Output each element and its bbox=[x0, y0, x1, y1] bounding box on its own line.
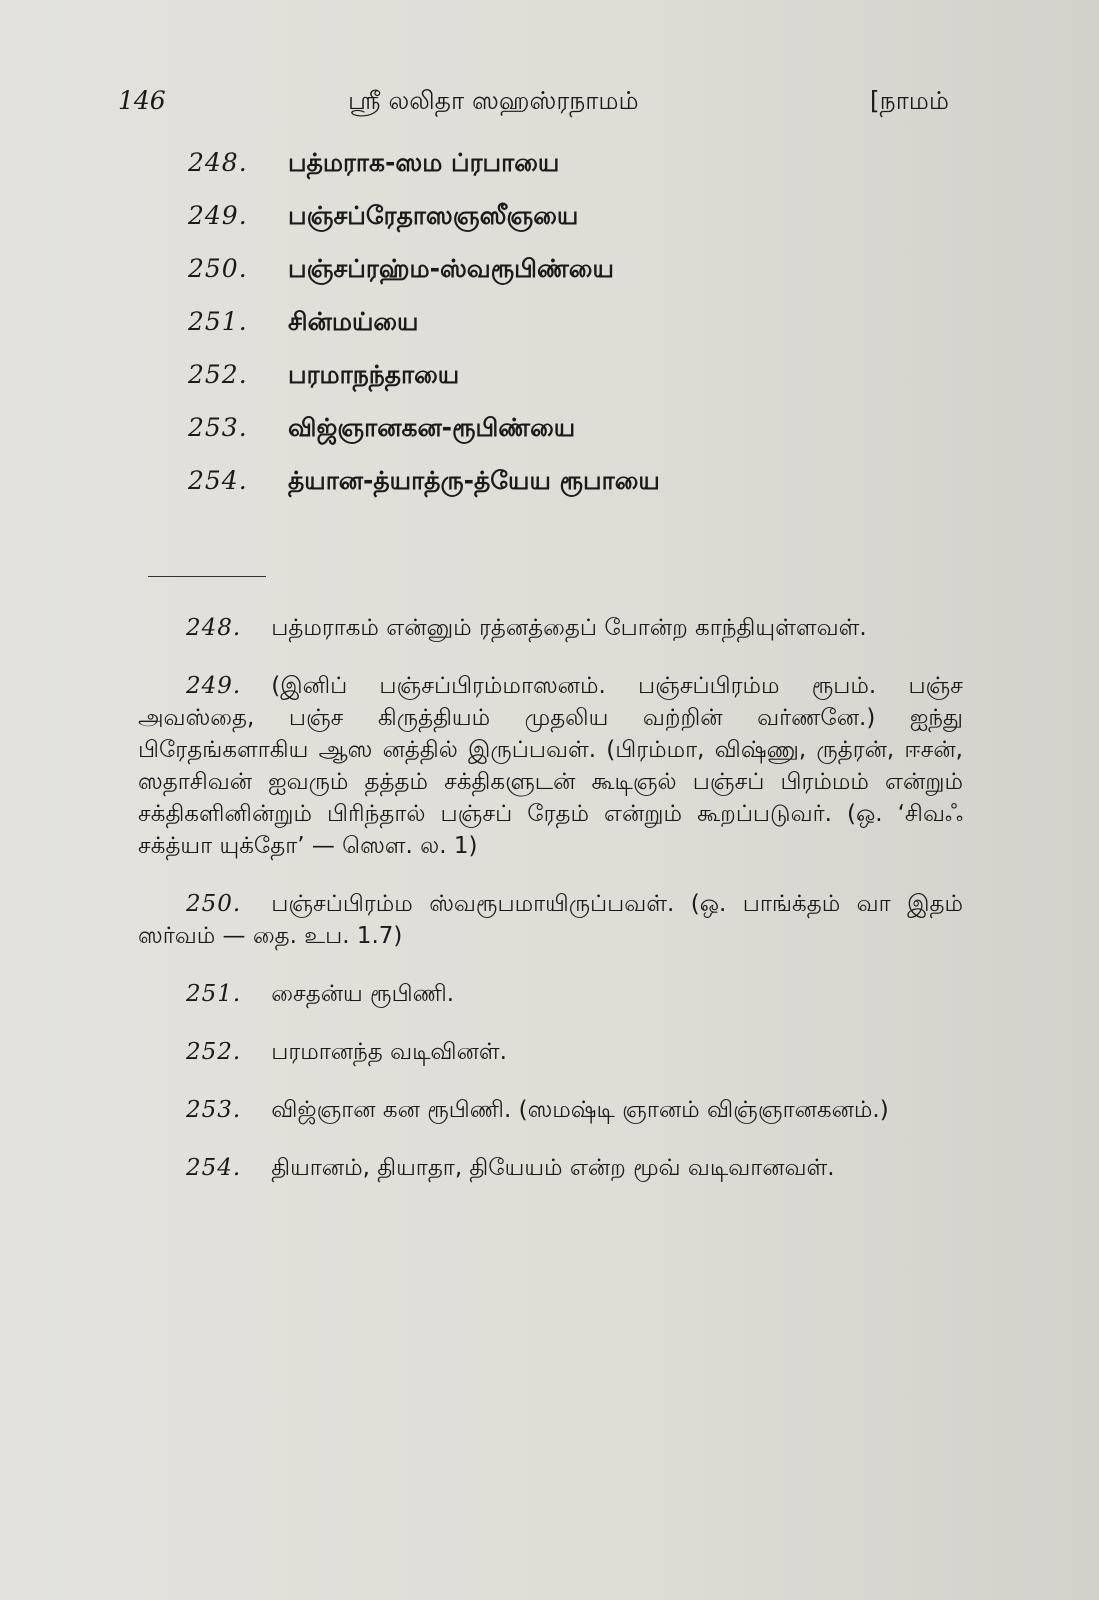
name-number: 250. bbox=[188, 254, 248, 283]
commentary bbox=[138, 612, 963, 1210]
note-text: சைதன்ய ரூபிணி. bbox=[271, 981, 455, 1007]
commentary-paragraph bbox=[138, 1152, 963, 1184]
name-text: பஞ்சப்ரேதாஸஞஸீஞயை bbox=[288, 201, 579, 230]
name-number: 254. bbox=[188, 466, 248, 495]
commentary-paragraph bbox=[138, 670, 963, 862]
note-number: 248. bbox=[186, 615, 242, 641]
commentary-paragraph bbox=[138, 612, 963, 644]
note-number: 253. bbox=[186, 1097, 242, 1123]
note-text: பரமானந்த வடிவினள். bbox=[271, 1039, 507, 1065]
page-number: 146 bbox=[118, 86, 166, 115]
name-item bbox=[188, 466, 660, 519]
note-text: பத்மராகம் என்னும் ரத்னத்தைப் போன்ற காந்தியுள்ளவள். bbox=[271, 615, 867, 641]
note-number: 254. bbox=[186, 1155, 242, 1181]
name-item bbox=[188, 360, 660, 413]
section-label: [நாமம் bbox=[869, 86, 949, 115]
running-title: ஸ்ரீ லலிதா ஸஹஸ்ரநாமம் bbox=[348, 86, 639, 115]
name-text: பரமாநந்தாயை bbox=[288, 360, 460, 389]
name-number: 248. bbox=[188, 148, 248, 177]
name-number: 251. bbox=[188, 307, 248, 336]
name-text: சின்மய்யை bbox=[288, 307, 419, 336]
name-text: விஜ்ஞானகன-ரூபிண்யை bbox=[288, 413, 576, 442]
note-number: 252. bbox=[186, 1039, 242, 1065]
section-divider bbox=[148, 576, 266, 577]
name-list bbox=[188, 148, 660, 519]
name-number: 253. bbox=[188, 413, 248, 442]
commentary-paragraph bbox=[138, 978, 963, 1010]
commentary-paragraph bbox=[138, 1036, 963, 1068]
commentary-paragraph bbox=[138, 1094, 963, 1126]
name-item bbox=[188, 307, 660, 360]
name-text: பஞ்சப்ரஹ்ம-ஸ்வரூபிண்யை bbox=[288, 254, 614, 283]
name-number: 249. bbox=[188, 201, 248, 230]
name-item bbox=[188, 254, 660, 307]
note-text: தியானம், தியாதா, தியேயம் என்ற மூவ் வடிவானவள். bbox=[271, 1155, 835, 1181]
note-number: 250. bbox=[186, 891, 242, 917]
name-text: த்யான-த்யாத்ரு-த்யேய ரூபாயை bbox=[288, 466, 660, 495]
note-number: 251. bbox=[186, 981, 242, 1007]
page-header bbox=[118, 86, 949, 120]
name-item bbox=[188, 413, 660, 466]
name-text: பத்மராக-ஸம ப்ரபாயை bbox=[288, 148, 560, 177]
name-number: 252. bbox=[188, 360, 248, 389]
name-item bbox=[188, 148, 660, 201]
note-number: 249. bbox=[186, 673, 242, 699]
note-text: விஜ்ஞான கன ரூபிணி. (ஸமஷ்டி ஞானம் விஞ்ஞானகனம்.) bbox=[271, 1097, 889, 1123]
note-text: (இனிப் பஞ்சப்பிரம்மாஸனம். பஞ்சப்பிரம்ம ரூபம். பஞ்ச அவஸ்தை, பஞ்ச கிருத்தியம் முதலிய வற்றின் வர்ணனே.) ஐந்து பிரேதங்களாகிய ஆஸ னத்தில் இருப்பவள். (பிரம்மா, விஷ்ணு, ருத்ரன், ஈசன், ஸதாசிவன் ஐவரும் தத்தம் சக்திகளுடன் கூடிஞல் பஞ்சப் பிரம்மம் என்றும் சக்திகளினின்றும் பிரிந்தால் பஞ்சப் ரேதம் என்றும் கூறப்படுவர். (ஒ. ‘சிவஃ சக்த்யா யுக்தோ’ — ஸௌ. ல. 1) bbox=[138, 673, 963, 859]
name-item bbox=[188, 201, 660, 254]
commentary-paragraph bbox=[138, 888, 963, 952]
note-text: பஞ்சப்பிரம்ம ஸ்வரூபமாயிருப்பவள். (ஒ. பாங்க்தம் வா இதம் ஸர்வம் — தை. உப. 1.7) bbox=[138, 891, 963, 949]
